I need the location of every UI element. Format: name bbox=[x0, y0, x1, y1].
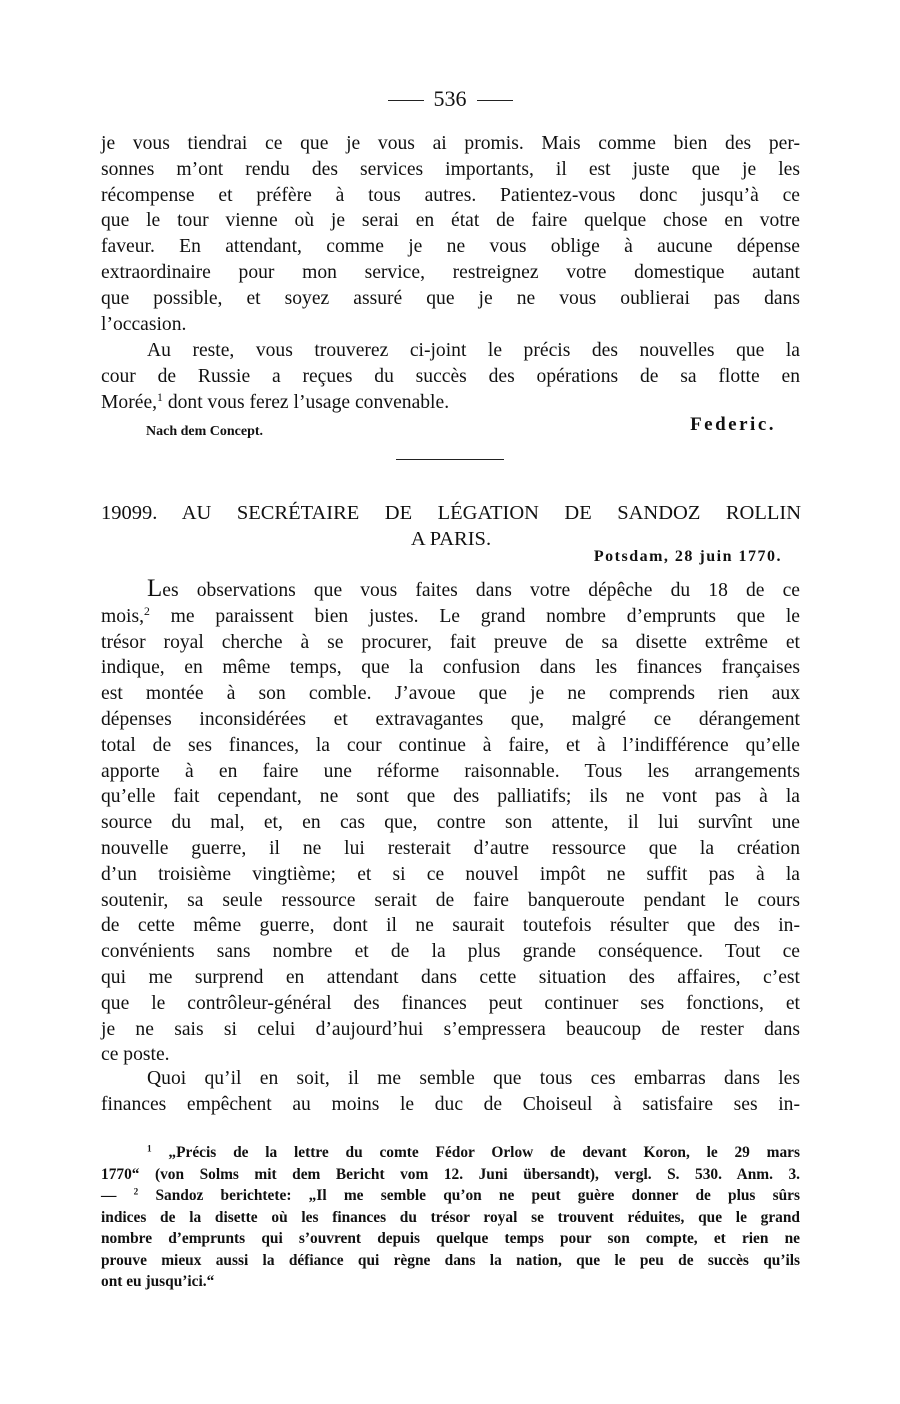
text-line: que le contrôleur-général des finances peut continuer ses fonctions, et bbox=[101, 992, 800, 1014]
footnote-ref: 2 bbox=[144, 604, 150, 618]
text-line: dépenses inconsidérées et extravagantes que, malgré ce dérangement bbox=[101, 708, 800, 730]
right-dash bbox=[477, 100, 513, 101]
text-line: que le tour vienne où je serai en état de faire quelque chose en votre bbox=[101, 210, 800, 232]
heading-title: AU SECRÉTAIRE DE LÉGATION DE SANDOZ ROLLIN bbox=[181, 502, 801, 524]
footnote-line bbox=[101, 1142, 800, 1164]
text-line bbox=[101, 390, 800, 416]
letter1-paragraph2 bbox=[101, 338, 800, 415]
letter-number: 19099. bbox=[101, 502, 158, 524]
text-fragment: — bbox=[101, 1187, 134, 1204]
text-line: Au reste, vous trouverez ci-joint le précis des nouvelles que la bbox=[147, 340, 800, 361]
footnote-line: ont eu jusqu’ici.“ bbox=[101, 1273, 215, 1290]
footnote-ref: 1 bbox=[157, 390, 163, 404]
text-line: Quoi qu’il en soit, il me semble que tous ces embarras dans les bbox=[147, 1068, 800, 1089]
text-line: source du mal, et, en cas que, contre son attente, il lui survînt une bbox=[101, 812, 800, 834]
text-fragment: mois, bbox=[101, 605, 145, 627]
heading-line bbox=[101, 500, 801, 526]
text-line: total de ses finances, la cour continue à faire, et à l’indifférence qu’elle bbox=[101, 734, 800, 756]
footnote-line: prouve mieux aussi la défiance qui règne dans la nation, que le peu de succès qu’ils bbox=[101, 1251, 800, 1269]
page-number-header bbox=[0, 85, 900, 113]
left-dash bbox=[388, 100, 424, 101]
footnotes bbox=[101, 1142, 800, 1293]
text-line: sonnes m’ont rendu des services importants, il est juste que je les bbox=[101, 158, 800, 180]
footnote-mark: 1 bbox=[147, 1143, 152, 1154]
text-line bbox=[101, 604, 800, 630]
text-fragment: „Précis de la lettre du comte Fédor Orlow de devant Koron, le 29 mars bbox=[168, 1144, 800, 1161]
text-line: faveur. En attendant, comme je ne vous oblige à aucune dépense bbox=[101, 236, 800, 258]
footnote-line: 1770“ (von Solms mit dem Bericht vom 12. Juni übersandt), vergl. S. 530. Anm. 3. bbox=[101, 1165, 800, 1183]
source-note: Nach dem Concept. bbox=[146, 424, 264, 439]
text-fragment: es observations que vous faites dans votre dépêche du 18 de ce bbox=[162, 580, 800, 601]
place-date: Potsdam, 28 juin 1770. bbox=[593, 548, 782, 565]
text-line: je ne sais si celui d’aujourd’hui s’empressera beaucoup de rester dans bbox=[101, 1018, 800, 1040]
text-line: ce poste. bbox=[101, 1044, 170, 1066]
text-fragment: dont vous ferez l’usage convenable. bbox=[162, 391, 450, 413]
text-line: l’occasion. bbox=[101, 313, 187, 335]
text-line: cour de Russie a reçues du succès des opérations de sa flotte en bbox=[101, 365, 800, 387]
text-line: je vous tiendrai ce que je vous ai promis. Mais comme bien des per- bbox=[101, 133, 800, 154]
text-line: nouvelle guerre, il ne lui resterait d’autre ressource que la création bbox=[101, 837, 800, 859]
letter-heading bbox=[101, 500, 801, 552]
heading-line-2: A PARIS. bbox=[410, 528, 492, 550]
letter2-paragraph2 bbox=[101, 1066, 800, 1118]
letter2-paragraph1 bbox=[101, 576, 800, 1068]
section-divider bbox=[396, 459, 504, 460]
initial-letter: L bbox=[147, 575, 163, 602]
page-number: 536 bbox=[433, 86, 467, 111]
text-fragment: me paraissent bien justes. Le grand nombre d’emprunts que le bbox=[149, 605, 800, 627]
text-line: indique, en même temps, que la confusion dans les finances françaises bbox=[101, 657, 800, 679]
signature: Federic. bbox=[690, 414, 776, 435]
footnote-line: indices de la disette où les finances du trésor royal se trouvent réduites, que le grand bbox=[101, 1208, 800, 1226]
footnote-line: nombre d’emprunts qui s’ouvrent depuis quelque temps pour son compte, et rien ne bbox=[101, 1230, 800, 1247]
text-line: apporte à en faire une réforme raisonnable. Tous les arrangements bbox=[101, 760, 800, 782]
text-line: que possible, et soyez assuré que je ne vous oublierai pas dans bbox=[101, 287, 800, 309]
text-line: finances empêchent au moins le duc de Choiseul à satisfaire ses in- bbox=[101, 1093, 800, 1115]
footnote-line bbox=[101, 1185, 800, 1207]
text-line: qu’elle fait cependant, ne sont que des palliatifs; ils ne vont pas à la bbox=[101, 786, 800, 808]
text-line bbox=[101, 576, 800, 604]
text-line: trésor royal cherche à se procurer, fait preuve de sa disette extrême et bbox=[101, 631, 800, 653]
text-line: soutenir, sa seule ressource serait de faire banqueroute pendant le cours bbox=[101, 889, 800, 911]
letter1-paragraph1 bbox=[101, 131, 800, 337]
text-line: de cette même guerre, dont il ne saurait toutefois résulter que des in- bbox=[101, 915, 800, 937]
text-fragment: Sandoz berichtete: „Il me semble qu’on ne peut guère donner de plus sûrs bbox=[138, 1187, 800, 1204]
text-line: qui me surprend en attendant dans cette situation des affaires, c’est bbox=[101, 966, 800, 988]
text-line: récompense et préfère à tous autres. Patientez-vous donc jusqu’à ce bbox=[101, 184, 800, 206]
footnote-mark: 2 bbox=[133, 1186, 139, 1197]
text-line: est montée à son comble. J’avoue que je ne comprends rien aux bbox=[101, 683, 800, 705]
text-line: extraordinaire pour mon service, restreignez votre domestique autant bbox=[101, 261, 800, 283]
text-fragment: Morée, bbox=[101, 391, 158, 413]
text-line: convénients sans nombre et de la plus grande conséquence. Tout ce bbox=[101, 941, 800, 963]
text-line: d’un troisième vingtième; et si ce nouvel impôt ne suffit pas à la bbox=[101, 863, 800, 885]
